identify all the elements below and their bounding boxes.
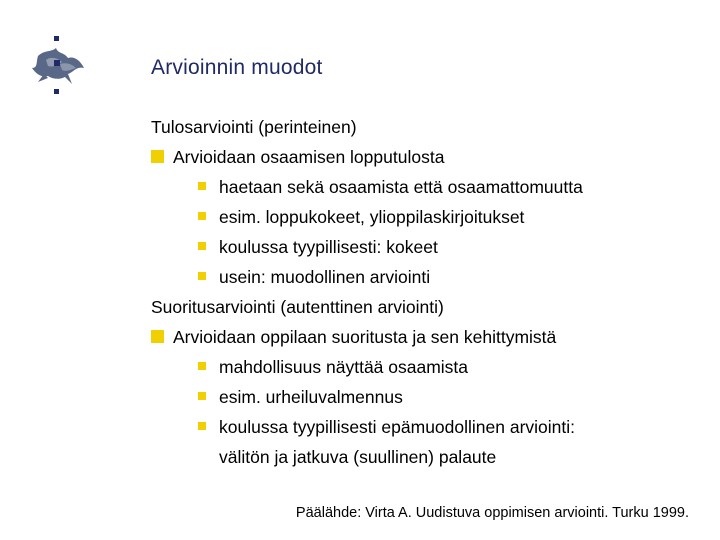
- slide-content: [151, 112, 711, 472]
- square-bullet-icon: [151, 330, 164, 343]
- bullet-text: Arvioidaan oppilaan suoritusta ja sen kehittymistä: [173, 327, 557, 347]
- small-square-bullet-icon: [198, 272, 206, 280]
- sub-bullet-text: koulussa tyypillisesti: kokeet: [219, 237, 438, 257]
- bullet-text: Arvioidaan osaamisen lopputulosta: [173, 147, 445, 167]
- bullet-point: [151, 322, 711, 352]
- small-square-bullet-icon: [198, 392, 206, 400]
- small-square-bullet-icon: [198, 212, 206, 220]
- small-square-bullet-icon: [198, 242, 206, 250]
- sub-bullet-text: esim. urheiluvalmennus: [219, 387, 403, 407]
- sub-bullet: [151, 352, 711, 382]
- section-heading-suoritusarviointi: Suoritusarviointi (autenttinen arviointi): [151, 297, 444, 317]
- sub-bullet: [151, 202, 711, 232]
- sub-bullet: [151, 412, 711, 442]
- section-heading-tulosarviointi: Tulosarviointi (perinteinen): [151, 117, 357, 137]
- source-citation: Päälähde: Virta A. Uudistuva oppimisen arviointi. Turku 1999.: [295, 505, 689, 521]
- sub-bullet: [151, 262, 711, 292]
- small-square-bullet-icon: [198, 362, 206, 370]
- sub-bullet-text: koulussa tyypillisesti epämuodollinen arviointi:: [219, 417, 576, 437]
- small-square-bullet-icon: [198, 422, 206, 430]
- sub-bullet: [151, 172, 711, 202]
- sub-bullet-continuation: välitön ja jatkuva (suullinen) palaute: [219, 447, 497, 467]
- bullet-point: [151, 142, 711, 172]
- sub-bullet-text: esim. loppukokeet, ylioppilaskirjoitukset: [219, 207, 525, 227]
- small-square-bullet-icon: [198, 182, 206, 190]
- sub-bullet-text: usein: muodollinen arviointi: [219, 267, 431, 287]
- sub-bullet-text: haetaan sekä osaamista että osaamattomuutta: [219, 177, 583, 197]
- sub-bullet: [151, 232, 711, 262]
- square-bullet-icon: [151, 150, 164, 163]
- university-flame-logo-icon: [24, 34, 90, 96]
- sub-bullet: [151, 382, 711, 412]
- slide-title: Arvioinnin muodot: [151, 56, 323, 79]
- sub-bullet-text: mahdollisuus näyttää osaamista: [219, 357, 469, 377]
